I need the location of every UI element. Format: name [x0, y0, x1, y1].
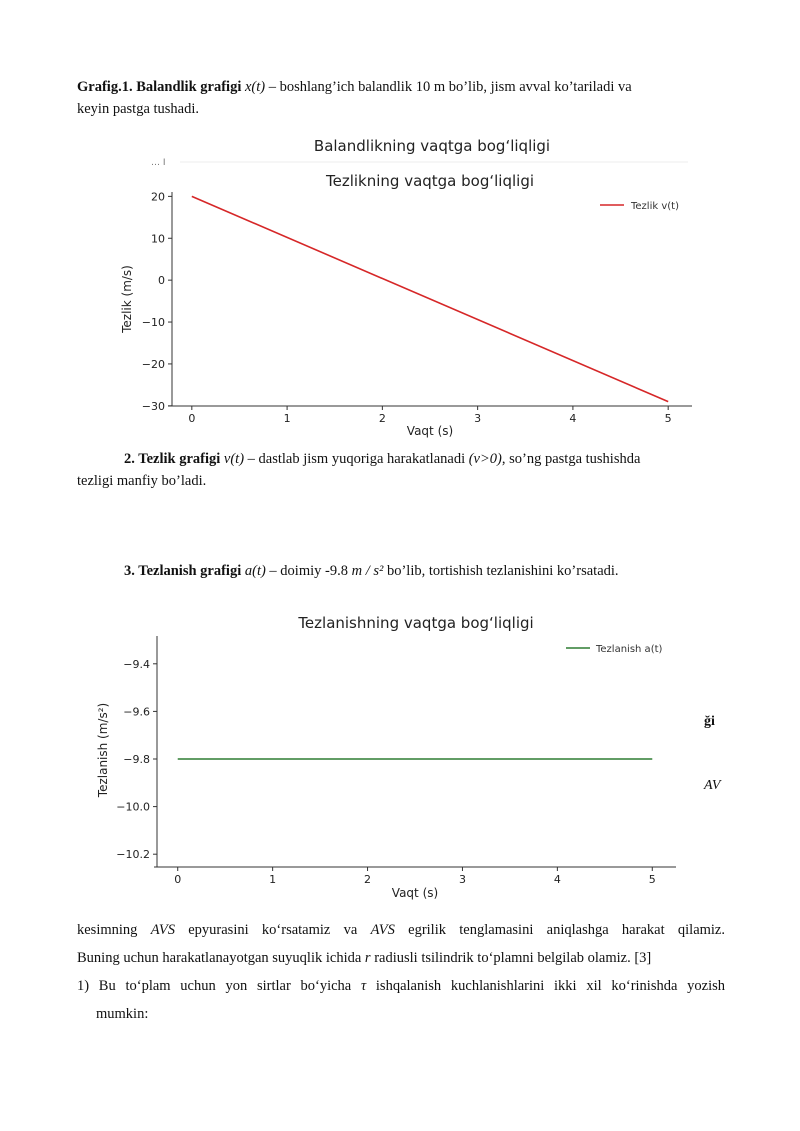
caption-function: v(t) [223, 451, 245, 467]
caption-text-line2: keyin pastga tushadi. [77, 101, 200, 117]
legend-label: Tezlanish a(t) [596, 644, 663, 655]
text-run: mumkin: [96, 1006, 149, 1022]
y-tick-label: −30 [141, 399, 165, 413]
x-tick-label: 2 [364, 873, 372, 886]
caption-text: – boshlang’ich balandlik 10 m bo’lib, jism avval ko’tariladi va [265, 79, 632, 95]
body-line [77, 972, 725, 1000]
caption-text-end: , so’ng pastga tushishda [501, 451, 641, 467]
caption-text: – doimiy -9.8 [265, 563, 352, 579]
y-tick-label: −9.8 [123, 753, 150, 766]
x-tick-label: 4 [569, 412, 577, 425]
y-tick-label: −9.4 [123, 657, 150, 671]
caption-function: a(t) [244, 563, 266, 579]
stray-text-fragment: AV [704, 778, 721, 793]
caption-label: 3. Tezlanish grafigi [124, 563, 242, 579]
x-tick-label: 0 [174, 873, 182, 886]
caption-unit: m / s² [351, 563, 384, 579]
text-run: egrilik tenglamasini aniqlashga harakat qilamiz. [394, 922, 725, 938]
acceleration-chart [0, 600, 800, 920]
chart-corner-fragment: … I [151, 158, 166, 168]
caption-text-end: bo’lib, tortishish tezlanishini ko’rsatadi. [383, 563, 619, 579]
legend [600, 201, 679, 212]
caption-label: 2. Tezlik grafigi [124, 451, 221, 467]
y-tick-label: −20 [141, 357, 165, 371]
caption-label: Grafig.1. Balandlik grafigi [77, 79, 242, 95]
velocity-chart [0, 0, 800, 450]
x-tick-label: 5 [648, 873, 656, 886]
text-run: ishqalanish kuchlanishlarini ikki xil ko‘rinishda yozish [366, 978, 725, 994]
chart-overlay-title: Balandlikning vaqtga bog‘liqligi [313, 137, 551, 155]
body-line [77, 916, 725, 944]
text-run: epyurasini ko‘rsatamiz va [174, 922, 371, 938]
text-run: kesimning [77, 922, 151, 938]
x-axis-label: Vaqt (s) [391, 886, 439, 900]
y-tick-label: −9.6 [123, 705, 150, 719]
x-tick-label: 0 [188, 412, 196, 425]
body-line [77, 1000, 725, 1028]
text-run: AVS [370, 922, 395, 938]
y-tick-label: −10 [141, 316, 165, 330]
x-tick-label: 2 [378, 412, 386, 425]
x-tick-label: 3 [474, 412, 482, 425]
stray-text-fragment: ği [704, 714, 715, 729]
x-tick-label: 1 [283, 412, 291, 425]
text-run: 1) Bu to‘plam uchun yon sirtlar bo‘yicha [77, 978, 361, 994]
chart-title: Tezlikning vaqtga bog‘liqligi [325, 172, 535, 190]
body-line [77, 944, 725, 972]
y-tick-label: 20 [151, 190, 165, 204]
caption-function: x(t) [244, 79, 266, 95]
caption-text: – dastlab jism yuqoriga harakatlanadi [244, 451, 469, 467]
caption-condition: (v>0) [468, 451, 502, 467]
x-tick-label: 5 [664, 412, 672, 425]
y-axis-label: Tezlik (m/s) [120, 265, 134, 333]
y-axis-label: Tezlanish (m/s²) [96, 702, 110, 798]
chart-title: Tezlanishning vaqtga bog‘liqligi [298, 614, 534, 632]
body-paragraph [77, 916, 725, 1028]
text-run: r [364, 950, 371, 966]
velocity-series-line [192, 196, 668, 401]
x-tick-label: 1 [269, 873, 277, 886]
x-tick-label: 4 [553, 873, 561, 886]
caption-text-line2: tezligi manfiy bo’ladi. [77, 473, 207, 489]
text-run: τ [360, 978, 367, 994]
text-run: radiusli tsilindrik to‘plamni belgilab olamiz. [3] [370, 950, 652, 966]
text-run: AVS [150, 922, 175, 938]
x-axis-label: Vaqt (s) [406, 424, 454, 438]
y-tick-label: 10 [151, 232, 165, 246]
y-tick-label: −10.2 [116, 848, 150, 862]
x-tick-label: 3 [458, 873, 466, 886]
text-run: Buning uchun harakatlanayotgan suyuqlik ichida [77, 950, 365, 966]
legend-label: Tezlik v(t) [631, 201, 679, 212]
legend [566, 644, 663, 655]
y-tick-label: −10.0 [116, 800, 150, 814]
caption-grafig-2 [77, 448, 737, 492]
caption-grafig-3 [124, 560, 744, 582]
y-tick-label: 0 [158, 274, 165, 288]
